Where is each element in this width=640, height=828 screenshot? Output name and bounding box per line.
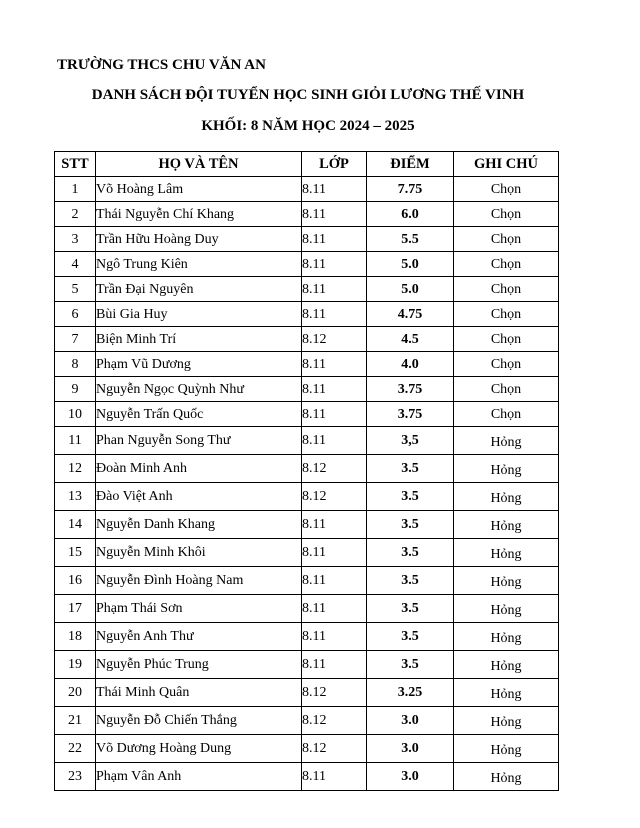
school-name: TRƯỜNG THCS CHU VĂN AN [57,57,266,73]
cell-student-name: Nguyễn Phúc Trung [96,651,302,679]
table-row [55,352,559,377]
column-header-score: ĐIỂM [367,152,454,177]
cell-note: Hỏng [454,539,559,567]
cell-class: 8.11 [302,277,367,302]
cell-score: 3.0 [367,763,454,791]
cell-class: 8.12 [302,483,367,511]
cell-class: 8.11 [302,763,367,791]
cell-stt: 7 [55,327,96,352]
table-row [55,327,559,352]
cell-note: Hỏng [454,707,559,735]
cell-score: 3.5 [367,455,454,483]
cell-score: 3.5 [367,483,454,511]
cell-note: Hỏng [454,567,559,595]
cell-note: Chọn [454,377,559,402]
cell-note: Hỏng [454,651,559,679]
cell-score: 4.5 [367,327,454,352]
cell-stt: 12 [55,455,96,483]
cell-stt: 1 [55,177,96,202]
cell-stt: 9 [55,377,96,402]
cell-stt: 19 [55,651,96,679]
cell-score: 3.5 [367,595,454,623]
cell-class: 8.12 [302,327,367,352]
cell-student-name: Nguyễn Minh Khôi [96,539,302,567]
cell-class: 8.11 [302,623,367,651]
cell-score: 3,5 [367,427,454,455]
table-row [55,707,559,735]
cell-class: 8.11 [302,539,367,567]
cell-class: 8.11 [302,651,367,679]
cell-class: 8.11 [302,511,367,539]
cell-stt: 20 [55,679,96,707]
cell-class: 8.11 [302,177,367,202]
cell-class: 8.11 [302,252,367,277]
cell-note: Hỏng [454,455,559,483]
table-row [55,567,559,595]
cell-student-name: Thái Nguyễn Chí Khang [96,202,302,227]
cell-stt: 10 [55,402,96,427]
cell-score: 5.0 [367,252,454,277]
cell-score: 5.5 [367,227,454,252]
cell-note: Chọn [454,252,559,277]
cell-student-name: Võ Dương Hoàng Dung [96,735,302,763]
cell-note: Hỏng [454,623,559,651]
cell-student-name: Bùi Gia Huy [96,302,302,327]
cell-student-name: Nguyễn Anh Thư [96,623,302,651]
table-row [55,763,559,791]
document-title: DANH SÁCH ĐỘI TUYỂN HỌC SINH GIỎI LƯƠNG THẾ VINH [91,87,525,103]
table-row [55,402,559,427]
cell-stt: 16 [55,567,96,595]
cell-stt: 21 [55,707,96,735]
cell-note: Chọn [454,227,559,252]
cell-stt: 5 [55,277,96,302]
cell-student-name: Nguyễn Trấn Quốc [96,402,302,427]
document-subtitle: KHỐI: 8 NĂM HỌC 2024 – 2025 [201,118,415,134]
cell-note: Hỏng [454,679,559,707]
cell-note: Chọn [454,177,559,202]
cell-class: 8.12 [302,455,367,483]
cell-stt: 8 [55,352,96,377]
table-row [55,227,559,252]
cell-score: 3.5 [367,567,454,595]
table-row [55,623,559,651]
column-header-name: HỌ VÀ TÊN [96,152,302,177]
cell-note: Hỏng [454,595,559,623]
cell-stt: 2 [55,202,96,227]
table-row [55,511,559,539]
table-row [55,377,559,402]
cell-stt: 22 [55,735,96,763]
cell-class: 8.11 [302,402,367,427]
cell-note: Chọn [454,327,559,352]
table-row [55,595,559,623]
cell-stt: 3 [55,227,96,252]
cell-score: 3.5 [367,651,454,679]
cell-class: 8.11 [302,302,367,327]
cell-score: 7.75 [367,177,454,202]
student-table [54,151,559,791]
cell-student-name: Đào Việt Anh [96,483,302,511]
cell-student-name: Nguyễn Danh Khang [96,511,302,539]
cell-stt: 13 [55,483,96,511]
cell-stt: 23 [55,763,96,791]
cell-student-name: Phạm Vân Anh [96,763,302,791]
table-row [55,302,559,327]
column-header-note: GHI CHÚ [454,152,559,177]
table-row [55,202,559,227]
cell-class: 8.12 [302,707,367,735]
cell-note: Hỏng [454,483,559,511]
cell-stt: 6 [55,302,96,327]
cell-note: Chọn [454,277,559,302]
cell-class: 8.11 [302,202,367,227]
cell-stt: 17 [55,595,96,623]
table-header-row [55,152,559,177]
table-row [55,735,559,763]
cell-score: 6.0 [367,202,454,227]
cell-stt: 4 [55,252,96,277]
cell-score: 3.25 [367,679,454,707]
cell-student-name: Phạm Thái Sơn [96,595,302,623]
cell-student-name: Trần Hữu Hoàng Duy [96,227,302,252]
cell-student-name: Trần Đại Nguyên [96,277,302,302]
cell-class: 8.11 [302,377,367,402]
cell-score: 4.0 [367,352,454,377]
cell-class: 8.12 [302,679,367,707]
table-body [55,177,559,791]
cell-student-name: Phan Nguyễn Song Thư [96,427,302,455]
cell-score: 3.75 [367,377,454,402]
cell-student-name: Thái Minh Quân [96,679,302,707]
cell-class: 8.11 [302,595,367,623]
cell-note: Chọn [454,402,559,427]
table-row [55,177,559,202]
table-row [55,539,559,567]
cell-student-name: Nguyễn Ngọc Quỳnh Như [96,377,302,402]
column-header-class: LỚP [302,152,367,177]
cell-score: 3.75 [367,402,454,427]
column-header-stt: STT [55,152,96,177]
cell-class: 8.12 [302,735,367,763]
cell-note: Chọn [454,302,559,327]
cell-stt: 14 [55,511,96,539]
cell-student-name: Nguyễn Đỗ Chiến Thắng [96,707,302,735]
cell-score: 3.0 [367,735,454,763]
table-row [55,277,559,302]
cell-score: 3.5 [367,539,454,567]
cell-score: 3.5 [367,511,454,539]
cell-score: 5.0 [367,277,454,302]
cell-student-name: Biện Minh Trí [96,327,302,352]
cell-stt: 15 [55,539,96,567]
cell-note: Hỏng [454,735,559,763]
table-row [55,651,559,679]
cell-note: Hỏng [454,763,559,791]
table-row [55,252,559,277]
cell-student-name: Đoàn Minh Anh [96,455,302,483]
cell-score: 3.5 [367,623,454,651]
cell-student-name: Phạm Vũ Dương [96,352,302,377]
cell-student-name: Võ Hoàng Lâm [96,177,302,202]
cell-score: 4.75 [367,302,454,327]
cell-note: Chọn [454,202,559,227]
cell-stt: 11 [55,427,96,455]
cell-class: 8.11 [302,227,367,252]
table-row [55,679,559,707]
cell-class: 8.11 [302,427,367,455]
table-row [55,483,559,511]
cell-class: 8.11 [302,352,367,377]
cell-class: 8.11 [302,567,367,595]
cell-note: Hỏng [454,427,559,455]
cell-student-name: Ngô Trung Kiên [96,252,302,277]
cell-note: Chọn [454,352,559,377]
cell-note: Hỏng [454,511,559,539]
cell-score: 3.0 [367,707,454,735]
table-row [55,455,559,483]
cell-student-name: Nguyễn Đình Hoàng Nam [96,567,302,595]
table-row [55,427,559,455]
cell-stt: 18 [55,623,96,651]
